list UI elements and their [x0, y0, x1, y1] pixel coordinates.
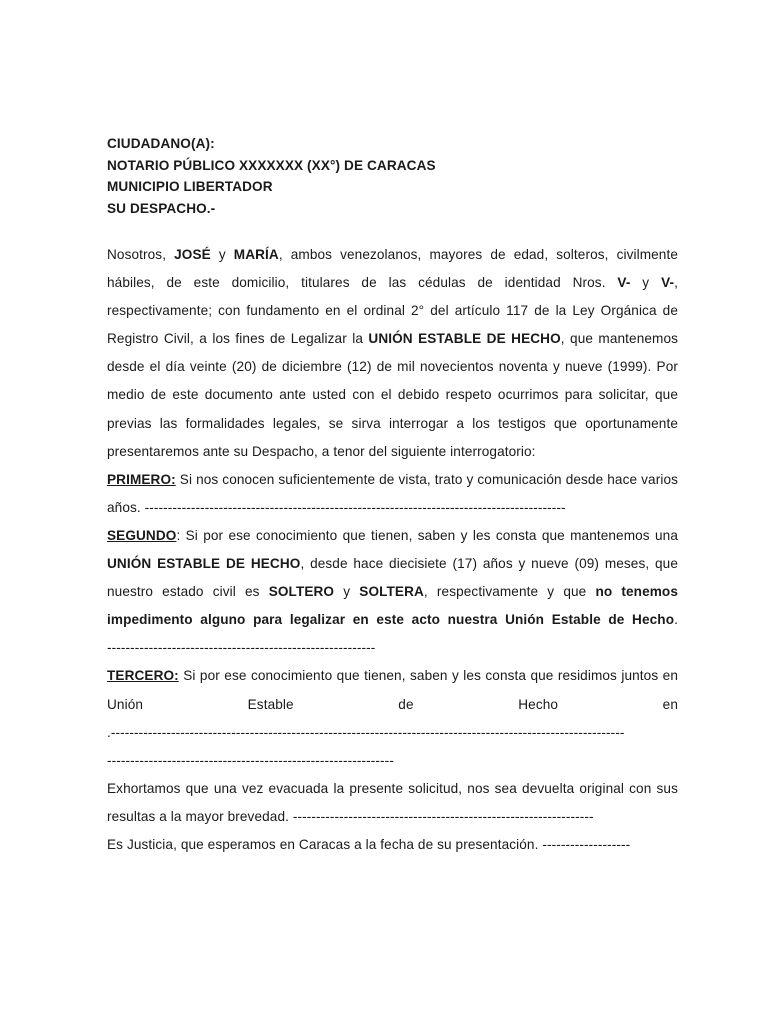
union-term: UNIÓN ESTABLE DE HECHO: [368, 331, 561, 347]
addressee-block: [107, 133, 436, 220]
soltera-term: SOLTERA: [359, 584, 424, 600]
intro-text: , respectivamente; con fundamento en el ordinal 2° del artículo 117 de la Ley Orgánica de Registro Civil, a los fines de Legalizar la: [107, 275, 678, 347]
justicia-text: Es Justicia, que esperamos en Caracas a la fecha de su presentación.: [107, 836, 543, 852]
segundo-text: , desde hace diecisiete (17) años y nueve (09) meses, que nuestro estado civil es: [107, 556, 678, 600]
tercero-text: Si por ese conocimiento que tienen, saben y les consta que residimos juntos en Unión Estable de Hecho en .: [107, 668, 678, 740]
document-body: [107, 241, 678, 859]
name-jose: JOSÉ: [174, 247, 211, 262]
segundo-paragraph: [107, 522, 678, 662]
addressee-line-2: NOTARIO PÚBLICO XXXXXXX (XX°) DE CARACAS: [107, 157, 436, 173]
exhorto-paragraph: [107, 775, 678, 831]
primero-text: Si nos conocen suficientemente de vista, trato y comunicación desde hace varios años.: [107, 471, 678, 515]
intro-text: Nosotros,: [107, 247, 175, 262]
dash-filler: ---------------------------------------------------------------------------------------------------------------: [110, 724, 625, 740]
no-impediment-statement: no tenemos impedimento alguno para legalizar en este acto nuestra Unión Estable de Hecho: [107, 584, 678, 628]
segundo-text: : Si por ese conocimiento que tienen, saben y les consta que mantenemos una: [176, 527, 678, 543]
dash-filler: -------------------: [542, 836, 631, 852]
id-prefix-1: V-: [617, 275, 631, 291]
intro-text: , ambos venezolanos, mayores de edad, solteros, civilmente hábiles, de este domicilio, titulares de las cédulas de identidad Nros.: [107, 247, 678, 291]
addressee-line-3: MUNICIPIO LIBERTADOR: [107, 179, 273, 195]
segundo-text: y: [334, 584, 360, 600]
addressee-line-1: CIUDADANO(A):: [107, 136, 215, 151]
dash-filler: -----------------------------------------------------------------: [292, 808, 594, 824]
intro-text: y: [210, 247, 234, 262]
exhorto-text: Exhortamos que una vez evacuada la presente solicitud, nos sea devuelta original con sus resultas a la mayor brevedad.: [107, 780, 678, 824]
id-prefix-2: V-: [661, 275, 675, 291]
segundo-label: SEGUNDO: [107, 527, 177, 543]
dash-filler: -------------------------------------------------------------------------------------------: [144, 499, 566, 515]
dash-filler: --------------------------------------------------------------: [107, 752, 394, 768]
primero-label: PRIMERO:: [107, 471, 176, 487]
union-term: UNIÓN ESTABLE DE HECHO: [107, 556, 301, 572]
tercero-dash-line: [107, 747, 678, 775]
intro-text: , que mantenemos desde el día veinte (20) de diciembre (12) de mil novecientos noventa y nueve (1999). Por medio de este documento ante usted con el debido respeto ocurrimos para solicitar, que previas las formalidades legales, se sirva interrogar a los testigos que oportunamente presentaremos ante su Despacho, a tenor del siguiente interrogatorio:: [107, 331, 678, 459]
primero-paragraph: [107, 466, 678, 522]
intro-paragraph: [107, 241, 678, 466]
tercero-label: TERCERO:: [107, 668, 179, 684]
segundo-text: , respectivamente y que: [423, 584, 596, 600]
segundo-text: .: [674, 612, 678, 628]
name-maria: MARÍA: [233, 247, 279, 262]
addressee-line-4: SU DESPACHO.-: [107, 201, 216, 217]
dash-filler: ----------------------------------------------------------: [107, 640, 376, 656]
justicia-paragraph: [107, 831, 678, 859]
tercero-paragraph: [107, 662, 678, 746]
intro-text: y: [630, 275, 662, 291]
soltero-term: SOLTERO: [268, 584, 335, 600]
